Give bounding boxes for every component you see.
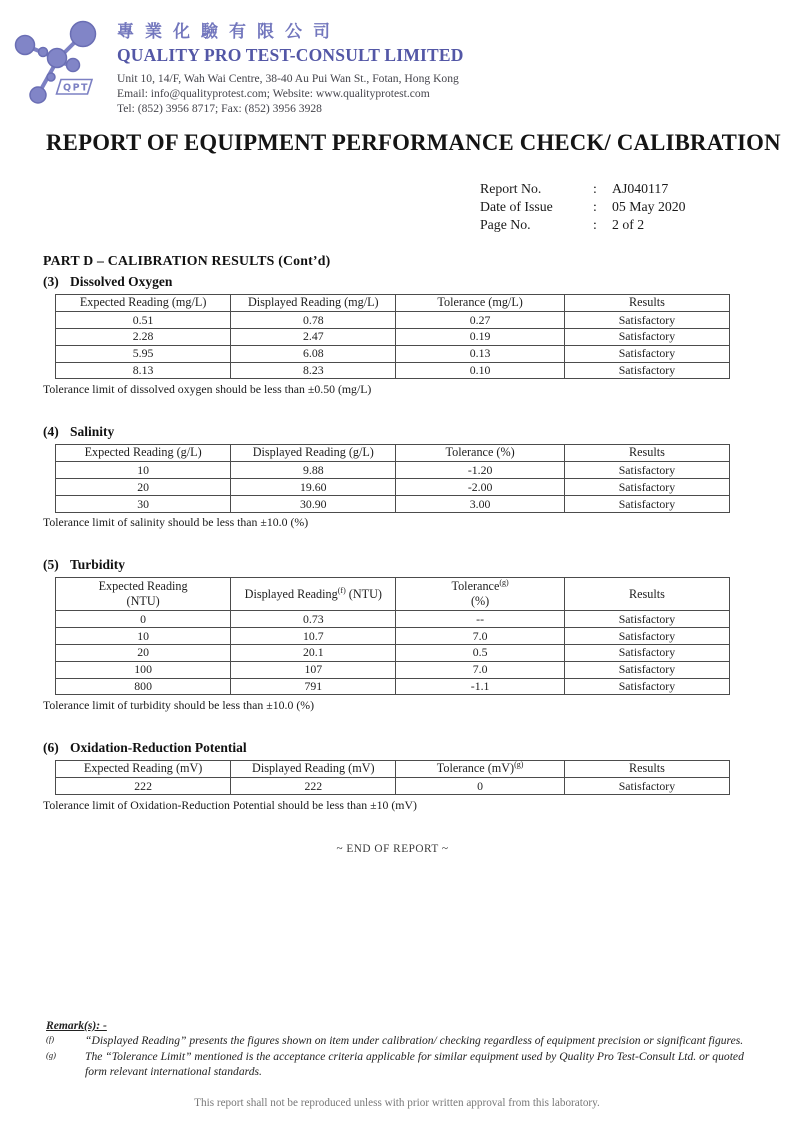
column-header: Results bbox=[564, 444, 729, 461]
company-address: Unit 10, 14/F, Wah Wai Centre, 38-40 Au Pui Wan St., Fotan, Hong Kong bbox=[117, 71, 459, 85]
remarks-title: Remark(s): - bbox=[46, 1019, 107, 1032]
remark-text: “Displayed Reading” presents the figures shown on item under calibration/ checking regardless of equipment precision or significant figures. bbox=[85, 1034, 744, 1047]
section-turbidity bbox=[43, 557, 733, 713]
table-cell: 8.13 bbox=[56, 362, 231, 379]
section-oxidation-reduction-potential bbox=[43, 740, 733, 813]
table-cell: 10.7 bbox=[231, 628, 396, 645]
section-title: Dissolved Oxygen bbox=[70, 273, 173, 289]
table-row bbox=[56, 496, 730, 513]
table-row bbox=[56, 462, 730, 479]
column-header: Displayed Reading (g/L) bbox=[231, 444, 396, 461]
section-title: Oxidation-Reduction Potential bbox=[70, 739, 247, 755]
remark-item bbox=[46, 1049, 758, 1079]
page-number-row bbox=[480, 216, 794, 234]
table-cell: -1.20 bbox=[396, 462, 565, 479]
turbidity-table bbox=[55, 577, 730, 695]
separator: : bbox=[593, 198, 597, 214]
table-cell: Satisfactory bbox=[564, 312, 729, 329]
table-cell: 0.10 bbox=[396, 362, 565, 379]
table-row bbox=[56, 345, 730, 362]
report-title: REPORT OF EQUIPMENT PERFORMANCE CHECK/ CALIBRATION bbox=[46, 129, 781, 155]
table-cell: 10 bbox=[56, 628, 231, 645]
table-cell: Satisfactory bbox=[564, 611, 729, 628]
table-cell: Satisfactory bbox=[564, 479, 729, 496]
section-number: (4) bbox=[43, 423, 59, 439]
table-row bbox=[56, 611, 730, 628]
table-cell: 0.78 bbox=[231, 312, 396, 329]
section-heading-salinity bbox=[43, 424, 733, 440]
tolerance-note: Tolerance limit of dissolved oxygen should be less than ±0.50 (mg/L) bbox=[43, 381, 372, 396]
table-header-row bbox=[56, 760, 730, 777]
column-header: Displayed Reading$^{(f)}$ (NTU) bbox=[231, 578, 396, 611]
table-cell: 7.0 bbox=[396, 628, 565, 645]
date-of-issue-row bbox=[480, 198, 794, 216]
company-logo bbox=[10, 13, 110, 113]
table-cell: 9.88 bbox=[231, 462, 396, 479]
table-cell: 791 bbox=[231, 678, 396, 695]
report-number-value: AJ040117 bbox=[612, 180, 669, 196]
table-cell: Satisfactory bbox=[564, 362, 729, 379]
part-d-heading: PART D – CALIBRATION RESULTS (Cont’d) bbox=[43, 252, 331, 268]
table-cell: Satisfactory bbox=[564, 778, 729, 795]
company-name-chinese: 專業化驗有限公司 bbox=[117, 22, 341, 41]
remarks-block bbox=[46, 1019, 758, 1079]
remark-marker: (f) bbox=[46, 1034, 55, 1044]
section-heading-dissolved-oxygen bbox=[43, 274, 733, 290]
table-row bbox=[56, 628, 730, 645]
table-row bbox=[56, 362, 730, 379]
table-cell: 3.00 bbox=[396, 496, 565, 513]
column-header: Tolerance (mV)$^{(g)}$ bbox=[396, 760, 565, 777]
section-number: (6) bbox=[43, 739, 59, 755]
table-row bbox=[56, 644, 730, 661]
report-number-label: Report No. bbox=[480, 180, 542, 196]
table-row bbox=[56, 778, 730, 795]
column-header: Expected Reading (mV) bbox=[56, 760, 231, 777]
table-cell: -- bbox=[396, 611, 565, 628]
column-header: Tolerance (%) bbox=[396, 444, 565, 461]
section-dissolved-oxygen bbox=[43, 274, 733, 397]
table-cell: 222 bbox=[56, 778, 231, 795]
table-cell: -1.1 bbox=[396, 678, 565, 695]
remark-items bbox=[46, 1033, 758, 1079]
table-cell: 800 bbox=[56, 678, 231, 695]
table-cell: 20 bbox=[56, 479, 231, 496]
section-title: Salinity bbox=[70, 423, 115, 439]
table-cell: 0 bbox=[396, 778, 565, 795]
company-name-english: QUALITY PRO TEST-CONSULT LIMITED bbox=[117, 44, 464, 65]
table-row bbox=[56, 328, 730, 345]
dissolved-oxygen-table bbox=[55, 294, 730, 380]
remark-text: The “Tolerance Limit” mentioned is the acceptance criteria applicable for similar equipment used by Quality Pro Test-Consult Ltd. or quoted form relevant international standards. bbox=[85, 1050, 744, 1079]
column-header: Expected Reading (NTU) bbox=[56, 578, 231, 611]
company-email-website: Email: info@qualityprotest.com; Website: www.qualityprotest.com bbox=[117, 86, 430, 100]
table-cell: 0 bbox=[56, 611, 231, 628]
table-cell: 2.28 bbox=[56, 328, 231, 345]
end-of-report-marker: ~ END OF REPORT ~ bbox=[336, 842, 449, 855]
table-header-row bbox=[56, 444, 730, 461]
column-header: Results bbox=[564, 578, 729, 611]
column-header: Results bbox=[564, 760, 729, 777]
report-info-block bbox=[480, 180, 794, 234]
table-cell: 0.27 bbox=[396, 312, 565, 329]
section-heading-turbidity bbox=[43, 557, 733, 573]
tolerance-note: Tolerance limit of turbidity should be less than ±10.0 (%) bbox=[43, 697, 315, 712]
table-cell: 100 bbox=[56, 661, 231, 678]
molecule-logo-icon bbox=[10, 13, 110, 113]
table-row bbox=[56, 312, 730, 329]
table-cell: 0.19 bbox=[396, 328, 565, 345]
svg-text:QPT: QPT bbox=[63, 82, 90, 94]
section-number: (3) bbox=[43, 273, 59, 289]
separator: : bbox=[593, 216, 597, 232]
remark-marker: (g) bbox=[46, 1050, 56, 1061]
table-cell: 0.51 bbox=[56, 312, 231, 329]
table-cell: Satisfactory bbox=[564, 328, 729, 345]
table-cell: 107 bbox=[231, 661, 396, 678]
column-header: Displayed Reading (mg/L) bbox=[231, 294, 396, 311]
table-cell: 222 bbox=[231, 778, 396, 795]
section-salinity bbox=[43, 424, 733, 530]
table-cell: 10 bbox=[56, 462, 231, 479]
page-number-label: Page No. bbox=[480, 216, 531, 232]
date-of-issue-value: 05 May 2020 bbox=[612, 198, 686, 214]
table-cell: Satisfactory bbox=[564, 496, 729, 513]
table-cell: Satisfactory bbox=[564, 644, 729, 661]
table-cell: Satisfactory bbox=[564, 678, 729, 695]
table-cell: Satisfactory bbox=[564, 345, 729, 362]
tolerance-note: Tolerance limit of Oxidation-Reduction Potential should be less than ±10 (mV) bbox=[43, 797, 417, 812]
column-header: Expected Reading (g/L) bbox=[56, 444, 231, 461]
table-row bbox=[56, 678, 730, 695]
separator: : bbox=[593, 180, 597, 196]
column-header: Tolerance (mg/L) bbox=[396, 294, 565, 311]
remark-item bbox=[46, 1033, 758, 1048]
company-tel-fax: Tel: (852) 3956 8717; Fax: (852) 3956 3928 bbox=[117, 101, 322, 115]
table-cell: 0.73 bbox=[231, 611, 396, 628]
date-of-issue-label: Date of Issue bbox=[480, 198, 553, 214]
table-cell: 30 bbox=[56, 496, 231, 513]
table-row bbox=[56, 479, 730, 496]
table-cell: 30.90 bbox=[231, 496, 396, 513]
calibration-sections bbox=[43, 274, 733, 813]
company-block bbox=[117, 13, 464, 116]
column-header: Results bbox=[564, 294, 729, 311]
table-row bbox=[56, 661, 730, 678]
oxidation-reduction-potential-table bbox=[55, 760, 730, 795]
table-cell: 0.5 bbox=[396, 644, 565, 661]
table-cell: 5.95 bbox=[56, 345, 231, 362]
table-header-row bbox=[56, 578, 730, 611]
table-cell: 19.60 bbox=[231, 479, 396, 496]
section-heading-oxidation-reduction-potential bbox=[43, 740, 733, 756]
column-header: Tolerance$^{(g)}$ (%) bbox=[396, 578, 565, 611]
salinity-table bbox=[55, 444, 730, 513]
table-cell: 8.23 bbox=[231, 362, 396, 379]
reproduction-notice: This report shall not be reproduced unless with prior written approval from this laboratory. bbox=[194, 1097, 600, 1109]
column-header: Displayed Reading (mV) bbox=[231, 760, 396, 777]
page-number-value: 2 of 2 bbox=[612, 216, 645, 232]
section-title: Turbidity bbox=[70, 557, 126, 573]
table-cell: Satisfactory bbox=[564, 661, 729, 678]
letterhead bbox=[0, 0, 794, 116]
table-cell: 7.0 bbox=[396, 661, 565, 678]
table-cell: 0.13 bbox=[396, 345, 565, 362]
table-cell: 6.08 bbox=[231, 345, 396, 362]
table-cell: -2.00 bbox=[396, 479, 565, 496]
table-cell: 20.1 bbox=[231, 644, 396, 661]
table-header-row bbox=[56, 294, 730, 311]
section-number: (5) bbox=[43, 557, 59, 573]
table-cell: Satisfactory bbox=[564, 462, 729, 479]
tolerance-note: Tolerance limit of salinity should be less than ±10.0 (%) bbox=[43, 515, 309, 530]
report-number-row bbox=[480, 180, 794, 198]
table-cell: 20 bbox=[56, 644, 231, 661]
table-cell: Satisfactory bbox=[564, 628, 729, 645]
column-header: Expected Reading (mg/L) bbox=[56, 294, 231, 311]
table-cell: 2.47 bbox=[231, 328, 396, 345]
